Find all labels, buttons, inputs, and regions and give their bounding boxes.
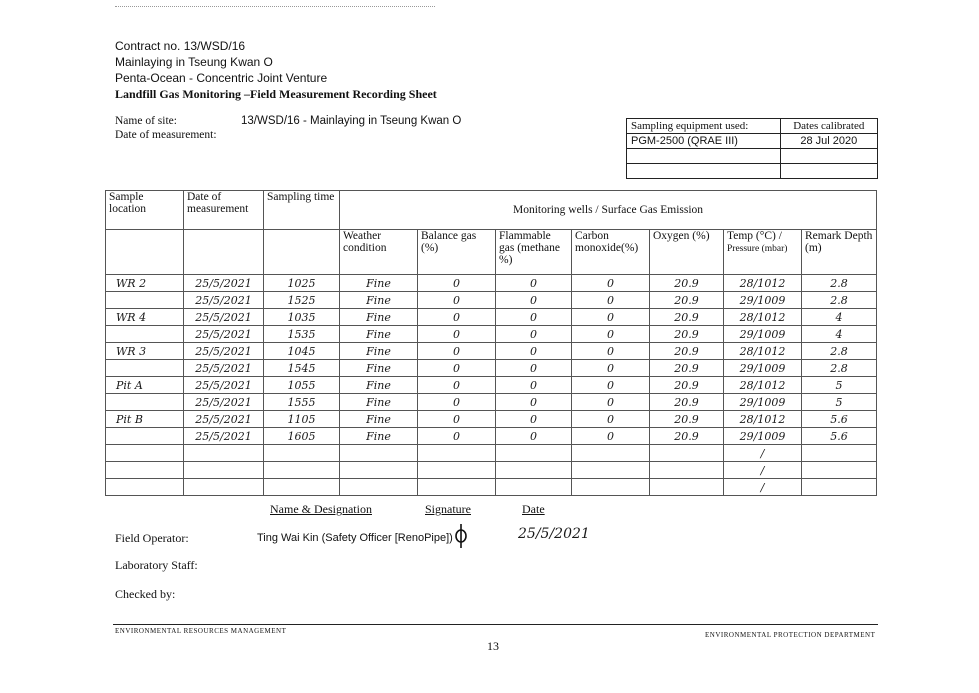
cell-depth: 5 <box>802 394 877 411</box>
header-date: Date of measurement <box>184 191 264 230</box>
cell-balance-gas: 0 <box>418 428 496 445</box>
cell-location: WR 3 <box>106 343 184 360</box>
cell-balance-gas: 0 <box>418 309 496 326</box>
header-pressure: Pressure (mbar) <box>727 244 788 254</box>
cell-carbon-monoxide <box>572 479 650 496</box>
cell-weather <box>340 479 418 496</box>
cell-flammable-gas <box>496 462 572 479</box>
cell-time <box>264 445 340 462</box>
cell-balance-gas: 0 <box>418 411 496 428</box>
cell-balance-gas: 0 <box>418 275 496 292</box>
cell-oxygen: 20.9 <box>650 377 724 394</box>
cell-time: 1555 <box>264 394 340 411</box>
header-carbon-monoxide: Carbon monoxide(%) <box>572 230 650 275</box>
cell-depth: 4 <box>802 326 877 343</box>
cell-date: 25/5/2021 <box>184 411 264 428</box>
cell-temp-pressure: 29/1009 <box>724 360 802 377</box>
project-name: Mainlaying in Tseung Kwan O <box>115 55 273 69</box>
signoff-date-header: Date <box>522 502 545 516</box>
cell-date: 25/5/2021 <box>184 360 264 377</box>
cell-flammable-gas: 0 <box>496 309 572 326</box>
calibration-date: 28 Jul 2020 <box>780 134 877 149</box>
cell-carbon-monoxide: 0 <box>572 275 650 292</box>
table-row <box>106 292 877 309</box>
cell-oxygen: 20.9 <box>650 343 724 360</box>
cell-time: 1045 <box>264 343 340 360</box>
cell-location: WR 4 <box>106 309 184 326</box>
footer-left: ENVIRONMENTAL RESOURCES MANAGEMENT <box>115 627 287 635</box>
cell-time: 1525 <box>264 292 340 309</box>
cell-flammable-gas: 0 <box>496 411 572 428</box>
cell-oxygen: 20.9 <box>650 394 724 411</box>
table-body <box>106 275 877 496</box>
header-temp: Temp (°C) / <box>727 230 782 242</box>
cell-temp-pressure: 29/1009 <box>724 292 802 309</box>
cell-weather <box>340 445 418 462</box>
cell-flammable-gas: 0 <box>496 343 572 360</box>
table-row <box>106 428 877 445</box>
cell-time <box>264 462 340 479</box>
equipment-header: Sampling equipment used: <box>627 119 781 134</box>
cell-location <box>106 326 184 343</box>
cell-depth <box>802 479 877 496</box>
header-flammable-gas: Flammable gas (methane %) <box>496 230 572 275</box>
cell-oxygen <box>650 462 724 479</box>
cell-temp-pressure: 28/1012 <box>724 275 802 292</box>
cell-carbon-monoxide: 0 <box>572 309 650 326</box>
equipment-device: PGM-2500 (QRAE III) <box>627 134 781 149</box>
cell-carbon-monoxide: 0 <box>572 326 650 343</box>
cell-temp-pressure: / <box>724 445 802 462</box>
cell-depth <box>802 445 877 462</box>
cell-balance-gas: 0 <box>418 360 496 377</box>
cell-date <box>184 445 264 462</box>
header-balance-gas: Balance gas (%) <box>418 230 496 275</box>
cell-flammable-gas: 0 <box>496 394 572 411</box>
site-name-value: 13/WSD/16 - Mainlaying in Tseung Kwan O <box>241 115 462 127</box>
checked-by-label: Checked by: <box>115 587 176 601</box>
cell-depth <box>802 462 877 479</box>
cell-carbon-monoxide: 0 <box>572 411 650 428</box>
signoff-name-header: Name & Designation <box>270 502 372 516</box>
cell-oxygen: 20.9 <box>650 326 724 343</box>
signature-mark <box>450 522 472 550</box>
cell-location <box>106 479 184 496</box>
table-row <box>106 360 877 377</box>
cell-oxygen <box>650 445 724 462</box>
cell-time: 1535 <box>264 326 340 343</box>
table-row <box>106 275 877 292</box>
cell-balance-gas <box>418 462 496 479</box>
cell-carbon-monoxide: 0 <box>572 360 650 377</box>
contractor-name: Penta-Ocean - Concentric Joint Venture <box>115 71 328 85</box>
signoff-signature-header: Signature <box>425 502 471 516</box>
cell-carbon-monoxide: 0 <box>572 343 650 360</box>
cell-depth: 2.8 <box>802 343 877 360</box>
cell-balance-gas <box>418 445 496 462</box>
cell-flammable-gas: 0 <box>496 275 572 292</box>
cell-depth: 4 <box>802 309 877 326</box>
header-temp-pressure <box>724 230 802 275</box>
cell-weather: Fine <box>340 411 418 428</box>
equipment-table <box>626 118 878 179</box>
cell-date: 25/5/2021 <box>184 309 264 326</box>
header-sample-location: Sample location <box>106 191 184 230</box>
cell-depth: 2.8 <box>802 292 877 309</box>
calibration-header: Dates calibrated <box>780 119 877 134</box>
cell-weather: Fine <box>340 343 418 360</box>
cell-flammable-gas: 0 <box>496 292 572 309</box>
field-operator-date: 25/5/2021 <box>518 526 590 542</box>
cell-temp-pressure: 28/1012 <box>724 411 802 428</box>
table-row <box>106 479 877 496</box>
cell-balance-gas: 0 <box>418 377 496 394</box>
cell-weather: Fine <box>340 394 418 411</box>
cell-location: Pit B <box>106 411 184 428</box>
cell-oxygen <box>650 479 724 496</box>
site-name-label: Name of site: <box>115 115 177 127</box>
cell-temp-pressure: 28/1012 <box>724 377 802 394</box>
cell-flammable-gas: 0 <box>496 360 572 377</box>
cell-time <box>264 479 340 496</box>
header-monitoring-group: Monitoring wells / Surface Gas Emission <box>340 191 877 230</box>
cell-carbon-monoxide: 0 <box>572 292 650 309</box>
cell-temp-pressure: / <box>724 479 802 496</box>
table-row <box>106 343 877 360</box>
page-number: 13 <box>487 639 499 653</box>
cell-temp-pressure: 28/1012 <box>724 343 802 360</box>
cell-date: 25/5/2021 <box>184 275 264 292</box>
field-operator-label: Field Operator: <box>115 531 189 545</box>
header-remark-depth: Remark Depth (m) <box>802 230 877 275</box>
cell-depth: 5.6 <box>802 428 877 445</box>
table-row <box>106 462 877 479</box>
cell-depth: 2.8 <box>802 275 877 292</box>
header-oxygen: Oxygen (%) <box>650 230 724 275</box>
cell-oxygen: 20.9 <box>650 292 724 309</box>
cell-oxygen: 20.9 <box>650 275 724 292</box>
footer-right: ENVIRONMENTAL PROTECTION DEPARTMENT <box>705 631 876 639</box>
cell-weather: Fine <box>340 275 418 292</box>
cell-date: 25/5/2021 <box>184 326 264 343</box>
cell-carbon-monoxide: 0 <box>572 394 650 411</box>
table-row <box>106 411 877 428</box>
table-row <box>106 394 877 411</box>
laboratory-staff-label: Laboratory Staff: <box>115 558 198 572</box>
cell-time: 1605 <box>264 428 340 445</box>
header-sampling-time: Sampling time <box>264 191 340 230</box>
header-weather: Weather condition <box>340 230 418 275</box>
cell-oxygen: 20.9 <box>650 360 724 377</box>
table-row <box>106 377 877 394</box>
cell-location <box>106 428 184 445</box>
cell-date: 25/5/2021 <box>184 343 264 360</box>
cell-carbon-monoxide: 0 <box>572 428 650 445</box>
cell-carbon-monoxide <box>572 462 650 479</box>
cell-weather: Fine <box>340 292 418 309</box>
cell-depth: 5 <box>802 377 877 394</box>
cell-carbon-monoxide: 0 <box>572 377 650 394</box>
cell-weather <box>340 462 418 479</box>
contract-number: Contract no. 13/WSD/16 <box>115 39 246 53</box>
cell-flammable-gas: 0 <box>496 326 572 343</box>
cell-weather: Fine <box>340 377 418 394</box>
cell-location: WR 2 <box>106 275 184 292</box>
cell-balance-gas: 0 <box>418 394 496 411</box>
cell-location: Pit A <box>106 377 184 394</box>
cell-location <box>106 445 184 462</box>
table-row <box>106 326 877 343</box>
cell-flammable-gas <box>496 445 572 462</box>
cell-weather: Fine <box>340 360 418 377</box>
cell-time: 1105 <box>264 411 340 428</box>
cell-weather: Fine <box>340 326 418 343</box>
cell-depth: 2.8 <box>802 360 877 377</box>
cell-location <box>106 292 184 309</box>
cell-date: 25/5/2021 <box>184 292 264 309</box>
sheet-title: Landfill Gas Monitoring –Field Measurement Recording Sheet <box>115 87 437 101</box>
cell-time: 1545 <box>264 360 340 377</box>
cell-temp-pressure: 29/1009 <box>724 394 802 411</box>
table-row <box>106 309 877 326</box>
cell-date: 25/5/2021 <box>184 394 264 411</box>
footer-rule <box>113 624 878 625</box>
cell-oxygen: 20.9 <box>650 428 724 445</box>
cell-location <box>106 394 184 411</box>
field-operator-name: Ting Wai Kin (Safety Officer [RenoPipe]) <box>257 532 453 544</box>
cell-balance-gas: 0 <box>418 326 496 343</box>
cell-date: 25/5/2021 <box>184 428 264 445</box>
cell-time: 1025 <box>264 275 340 292</box>
cell-location <box>106 462 184 479</box>
measurement-table <box>105 190 877 496</box>
measurement-date-label: Date of measurement: <box>115 129 217 141</box>
cell-temp-pressure: 28/1012 <box>724 309 802 326</box>
cell-flammable-gas: 0 <box>496 377 572 394</box>
cell-depth: 5.6 <box>802 411 877 428</box>
cell-balance-gas <box>418 479 496 496</box>
cell-oxygen: 20.9 <box>650 411 724 428</box>
cell-oxygen: 20.9 <box>650 309 724 326</box>
document-header <box>115 38 437 102</box>
cell-date: 25/5/2021 <box>184 377 264 394</box>
cell-temp-pressure: 29/1009 <box>724 326 802 343</box>
cell-weather: Fine <box>340 428 418 445</box>
table-row <box>106 445 877 462</box>
cell-carbon-monoxide <box>572 445 650 462</box>
cell-balance-gas: 0 <box>418 343 496 360</box>
cell-location <box>106 360 184 377</box>
cell-date <box>184 479 264 496</box>
cell-temp-pressure: 29/1009 <box>724 428 802 445</box>
cell-flammable-gas: 0 <box>496 428 572 445</box>
cell-temp-pressure: / <box>724 462 802 479</box>
cell-time: 1035 <box>264 309 340 326</box>
cell-weather: Fine <box>340 309 418 326</box>
cell-date <box>184 462 264 479</box>
cell-flammable-gas <box>496 479 572 496</box>
cell-balance-gas: 0 <box>418 292 496 309</box>
cell-time: 1055 <box>264 377 340 394</box>
top-rule <box>115 6 435 7</box>
